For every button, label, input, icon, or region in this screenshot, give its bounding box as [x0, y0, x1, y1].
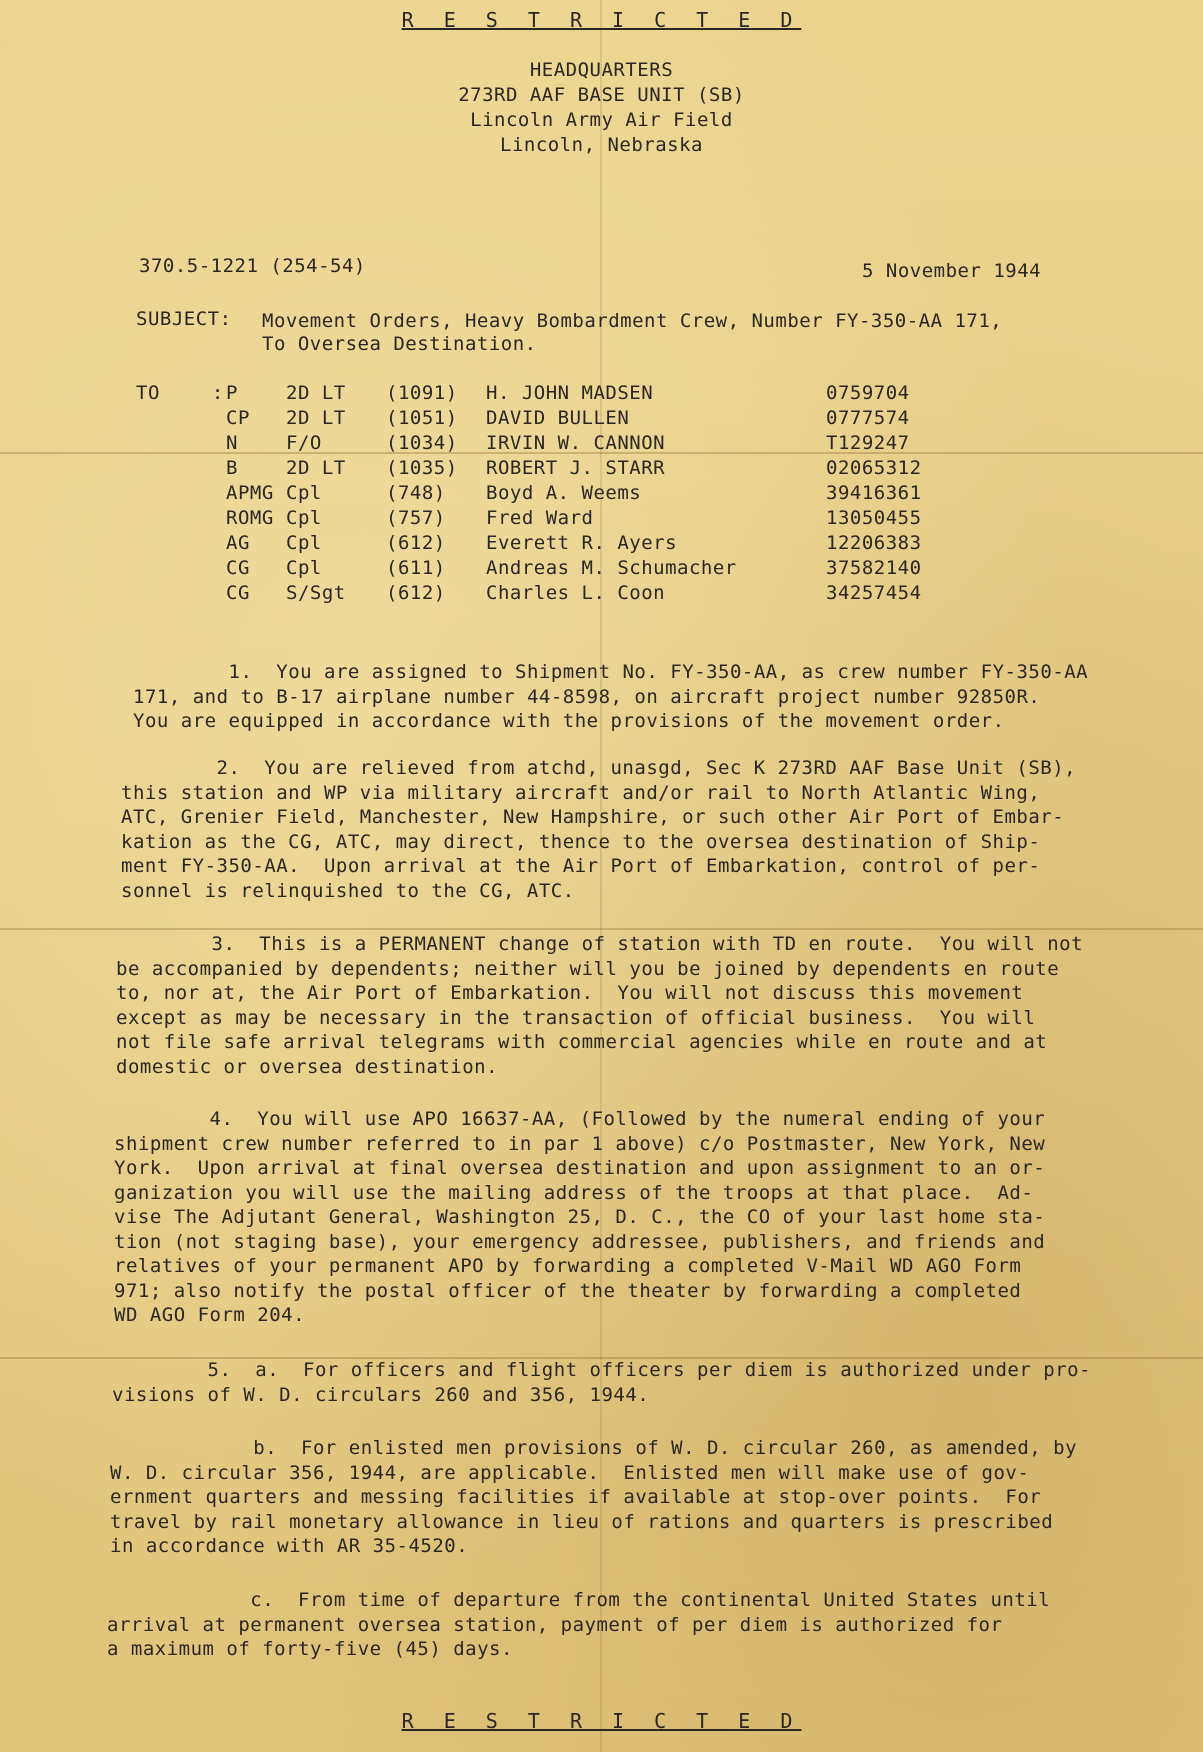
crew-roster — [136, 382, 976, 607]
crew-code: (1034) — [386, 432, 458, 454]
crew-serial: 37582140 — [826, 557, 922, 579]
letterhead — [0, 58, 1203, 158]
crew-name: Fred Ward — [486, 507, 594, 529]
document-date: 5 November 1944 — [862, 260, 1042, 282]
crew-rank: S/Sgt — [286, 582, 346, 604]
table-row — [136, 582, 976, 607]
crew-name: Everett R. Ayers — [486, 532, 678, 554]
crew-name: Boyd A. Weems — [486, 482, 642, 504]
crew-code: (612) — [386, 532, 446, 554]
table-row — [136, 507, 976, 532]
crew-name: H. JOHN MADSEN — [486, 382, 654, 404]
letterhead-line: Lincoln, Nebraska — [500, 134, 703, 156]
classification-banner-top: R E S T R I C T E D — [401, 8, 802, 32]
subject-line: Movement Orders, Heavy Bombardment Crew, Number FY-350-AA 171, — [262, 310, 1003, 332]
letterhead-line: Lincoln Army Air Field — [470, 109, 733, 131]
crew-code: (748) — [386, 482, 446, 504]
crew-position: APMG — [226, 482, 274, 504]
crew-position: ROMG — [226, 507, 274, 529]
crew-position: N — [226, 432, 238, 454]
crew-position: CG — [226, 582, 250, 604]
crew-name: Charles L. Coon — [486, 582, 666, 604]
letterhead-line: HEADQUARTERS — [529, 59, 674, 81]
paragraph-4: 4. You will use APO 16637-AA, (Followed by the numeral ending of your shipment crew number referred to in par 1 above) c/o Postmaster, New York, New York. Upon arrival at final oversea destination and upon assignment to an or- ganization you will use the mailing address of the troops at that place. Ad- vise The Adjutant General, Washington 25, D. C., the CO of your last home sta- tion (not staging base), your emergency addressee, publishers, and friends and relatives of your permanent APO by forwarding a completed V-Mail WD AGO Form 971; also notify the postal officer of the theater by forwarding a completed WD AGO Form 204. — [114, 1108, 1046, 1326]
crew-rank: 2D LT — [286, 457, 346, 479]
crew-rank: 2D LT — [286, 382, 346, 404]
crew-name: IRVIN W. CANNON — [486, 432, 666, 454]
crew-serial: 13050455 — [826, 507, 922, 529]
classification-banner-bottom: R E S T R I C T E D — [401, 1709, 802, 1733]
crew-code: (611) — [386, 557, 446, 579]
crew-serial: 0759704 — [826, 382, 910, 404]
crew-code: (757) — [386, 507, 446, 529]
table-row — [136, 557, 976, 582]
crew-serial: 02065312 — [826, 457, 922, 479]
letterhead-line: 273RD AAF BASE UNIT (SB) — [458, 84, 745, 106]
crew-position: CG — [226, 557, 250, 579]
to-label: TO — [136, 382, 160, 404]
table-row — [136, 457, 976, 482]
subject-line: To Oversea Destination. — [262, 333, 537, 355]
crew-serial: 39416361 — [826, 482, 922, 504]
table-row — [136, 432, 976, 457]
crew-position: CP — [226, 407, 250, 429]
crew-serial: T129247 — [826, 432, 910, 454]
crew-code: (612) — [386, 582, 446, 604]
crew-rank: Cpl — [286, 482, 322, 504]
table-row — [136, 482, 976, 507]
crew-rank: Cpl — [286, 557, 322, 579]
crew-serial: 12206383 — [826, 532, 922, 554]
crew-code: (1091) — [386, 382, 458, 404]
crew-code: (1051) — [386, 407, 458, 429]
paragraph-5b: b. For enlisted men provisions of W. D. circular 260, as amended, by W. D. circular 356, 1944, are applicable. Enlisted men will make use of gov- ernment quarters and messing facilities if available at stop-over points. For travel by rail monetary allowance in lieu of rations and quarters is prescribed in accordance with AR 35-4520. — [110, 1437, 1078, 1557]
crew-serial: 34257454 — [826, 582, 922, 604]
crew-name: DAVID BULLEN — [486, 407, 630, 429]
table-row — [136, 532, 976, 557]
crew-rank: Cpl — [286, 532, 322, 554]
crew-rank: F/O — [286, 432, 322, 454]
crew-serial: 0777574 — [826, 407, 910, 429]
paragraph-5c: c. From time of departure from the continental United States until arrival at permanent oversea station, payment of per diem is authorized for a maximum of forty-five (45) days. — [107, 1589, 1051, 1660]
paragraph-3: 3. This is a PERMANENT change of station with TD en route. You will not be accompanied by dependents; neither will you be joined by dependents en route to, nor at, the Air Port of Embarkation. You will not discuss this movement except as may be necessary in the transaction of official business. You will not file safe arrival telegrams with commercial agencies while en route and at domestic or oversea destination. — [116, 933, 1084, 1078]
crew-position: B — [226, 457, 238, 479]
table-row — [136, 382, 976, 407]
crew-position: P — [226, 382, 238, 404]
to-colon: : — [211, 382, 224, 404]
crew-name: ROBERT J. STARR — [486, 457, 666, 479]
crew-code: (1035) — [386, 457, 458, 479]
subject-label: SUBJECT: — [136, 308, 232, 330]
file-number: 370.5-1221 (254-54) — [139, 255, 366, 277]
paragraph-2: 2. You are relieved from atchd, unasgd, Sec K 273RD AAF Base Unit (SB), this station and WP via military aircraft and/or rail to North Atlantic Wing, ATC, Grenier Field, Manchester, New Hampshire, or such other Air Port of Embar- kation as the CG, ATC, may direct, thence to the oversea destination of Ship- ment FY-350-AA. Upon arrival at the Air Port of Embarkation, control of per- sonnel is relinquished to the CG, ATC. — [121, 757, 1077, 902]
crew-position: AG — [226, 532, 250, 554]
crew-rank: Cpl — [286, 507, 322, 529]
table-row — [136, 407, 976, 432]
crew-rank: 2D LT — [286, 407, 346, 429]
paragraph-5a: 5. a. For officers and flight officers per diem is authorized under pro- visions of W. D. circulars 260 and 356, 1944. — [112, 1359, 1091, 1406]
crew-name: Andreas M. Schumacher — [486, 557, 737, 579]
paragraph-1: 1. You are assigned to Shipment No. FY-350-AA, as crew number FY-350-AA 171, and to B-17 airplane number 44-8598, on aircraft project number 92850R. You are equipped in accordance with the provisions of the movement order. — [133, 661, 1089, 732]
